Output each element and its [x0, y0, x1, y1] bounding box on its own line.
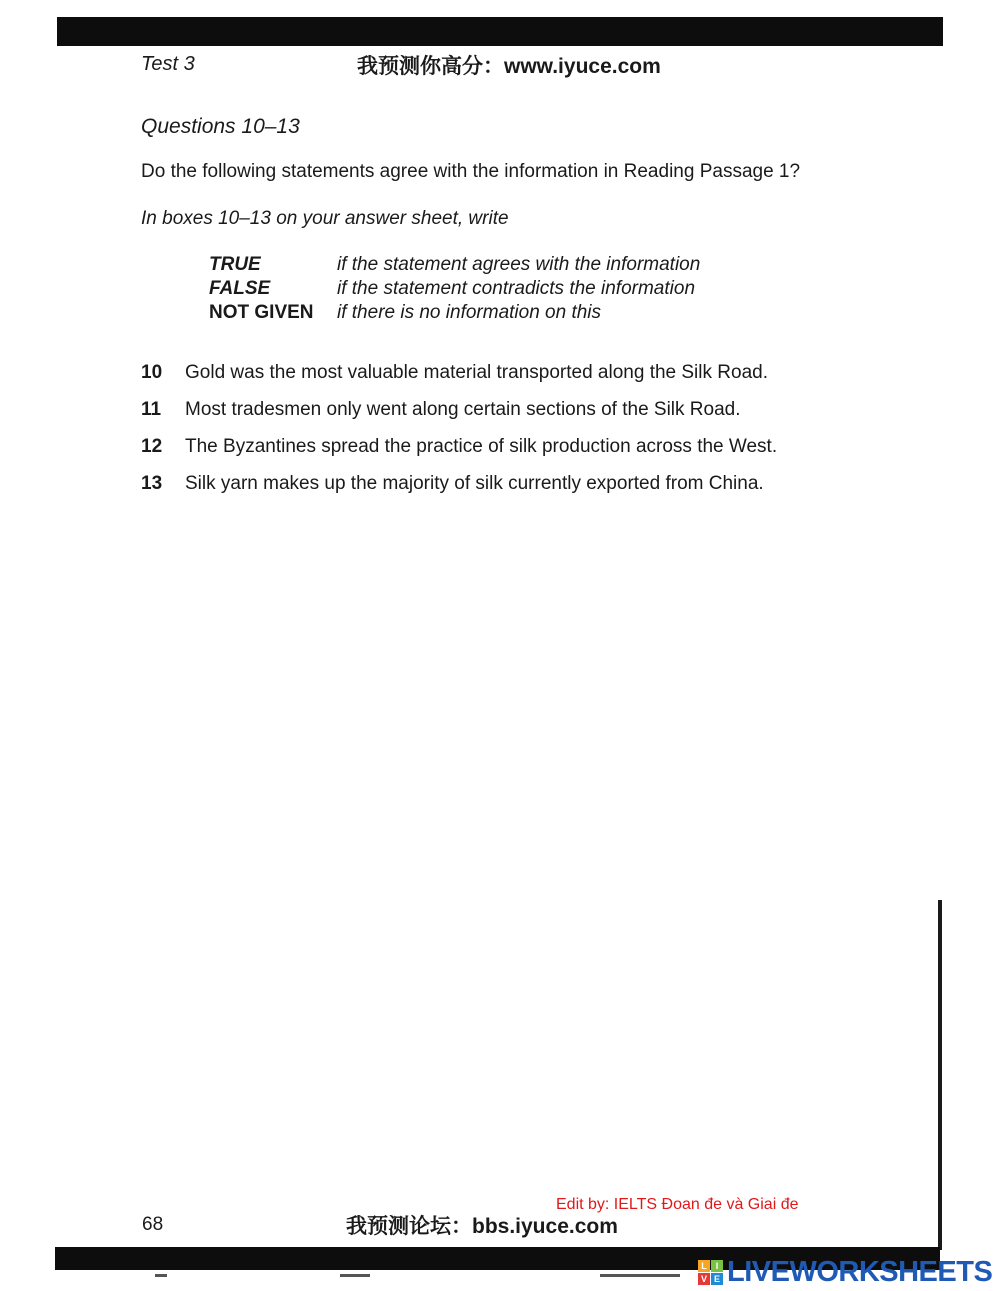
statement-number: 10 [141, 362, 163, 383]
questions-title: Questions 10–13 [141, 115, 300, 138]
logo-text: LIVEWORKSHEETS [727, 1256, 993, 1288]
edit-credit: Edit by: IELTS Đoan đe và Giai đe [556, 1196, 799, 1213]
key-term: NOT GIVEN [209, 302, 314, 323]
scan-artifact [155, 1274, 167, 1277]
key-term: TRUE [209, 254, 261, 275]
top-scan-bar [57, 17, 943, 46]
scan-artifact [600, 1274, 680, 1277]
page-number: 68 [142, 1214, 164, 1235]
statement-number: 11 [141, 399, 162, 420]
statement-number: 13 [141, 473, 163, 494]
statement-number: 12 [141, 436, 163, 457]
sub-instruction-text: In boxes 10–13 on your answer sheet, write [141, 208, 509, 229]
instruction-text: Do the following statements agree with the information in Reading Passage 1? [141, 161, 801, 182]
logo-letter: I [711, 1260, 723, 1272]
key-description: if there is no information on this [337, 302, 602, 323]
key-term: FALSE [209, 278, 271, 299]
key-row-false [209, 278, 700, 302]
answer-key-table [209, 254, 700, 326]
statement-item [141, 399, 777, 436]
key-row-not-given [209, 302, 700, 326]
test-label: Test 3 [141, 53, 195, 75]
logo-letter: E [711, 1273, 723, 1285]
statement-text: The Byzantines spread the practice of silk production across the West. [185, 436, 778, 457]
statement-item [141, 362, 777, 399]
header-website: 我预测你高分：www.iyuce.com [357, 55, 661, 78]
statement-text: Gold was the most valuable material transported along the Silk Road. [185, 362, 768, 383]
logo-letter: L [698, 1260, 710, 1272]
statement-item [141, 436, 777, 473]
key-description: if the statement contradicts the information [337, 278, 696, 299]
statement-item [141, 473, 777, 510]
logo-squares-icon [698, 1260, 723, 1285]
footer-website: 我预测论坛：bbs.iyuce.com [346, 1215, 618, 1238]
scan-edge-line [938, 900, 942, 1250]
scan-artifact [340, 1274, 370, 1277]
statement-text: Most tradesmen only went along certain sections of the Silk Road. [185, 399, 741, 420]
liveworksheets-logo[interactable] [698, 1256, 992, 1289]
logo-letter: V [698, 1273, 710, 1285]
key-description: if the statement agrees with the information [337, 254, 701, 275]
statement-text: Silk yarn makes up the majority of silk currently exported from China. [185, 473, 764, 494]
key-row-true [209, 254, 700, 278]
statement-list [141, 362, 777, 510]
